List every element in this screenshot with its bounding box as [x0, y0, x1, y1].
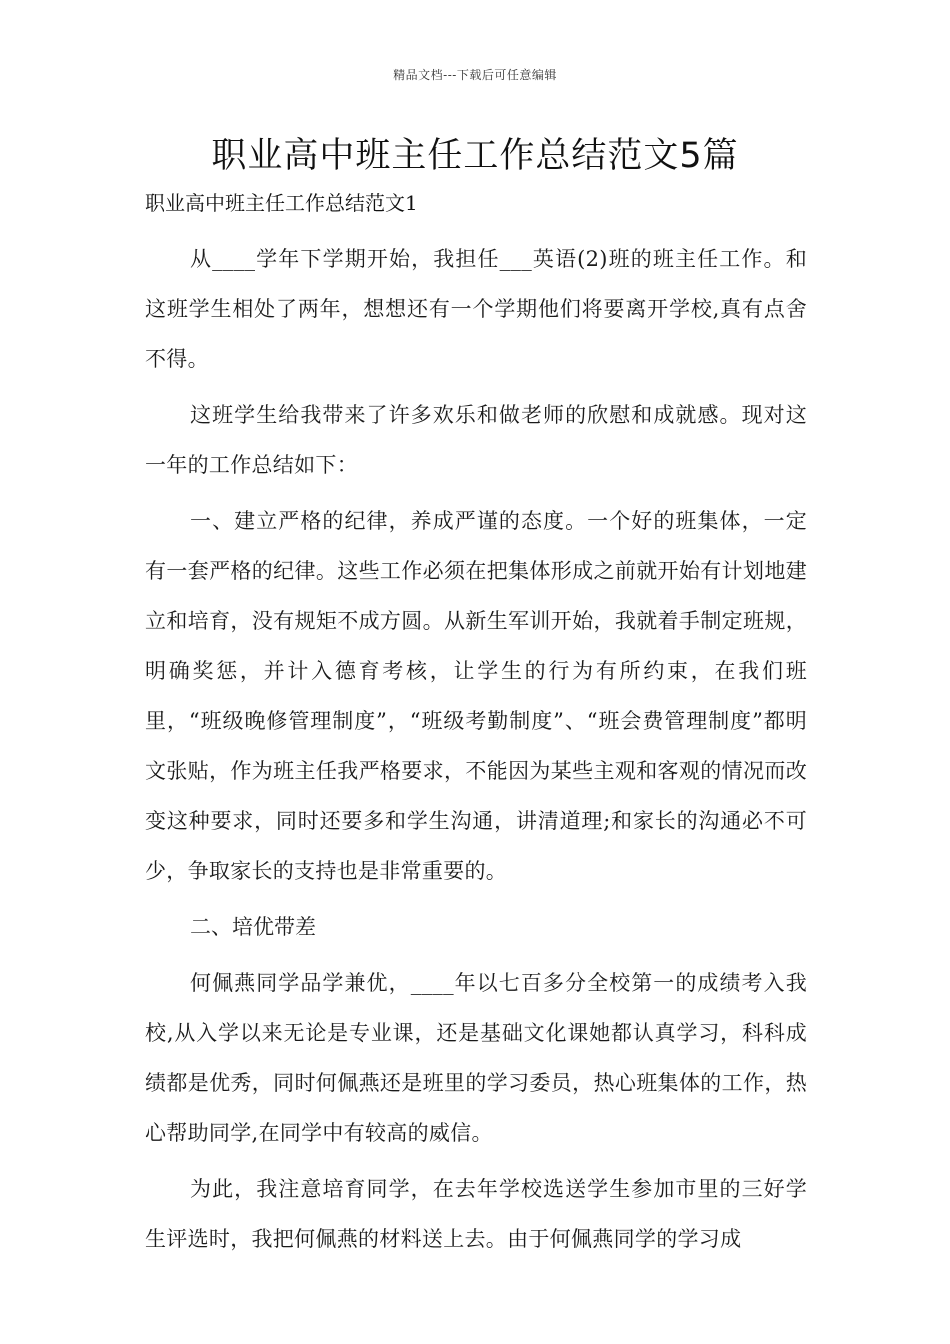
section-heading: 二、培优带差 [190, 915, 316, 939]
paragraph: 从____学年下学期开始，我担任___英语(2)班的班主任工作。和这班学生相处了两年，想想还有一个学期他们将要离开学校,真有点舍不得。 [145, 247, 807, 371]
header-note: 精品文档---下载后可任意编辑 [393, 68, 557, 82]
paragraph: 何佩燕同学品学兼优，____年以七百多分全校第一的成绩考入我校,从入学以来无论是专业课，还是基础文化课她都认真学习，科科成绩都是优秀，同时何佩燕还是班里的学习委员，热心班集体的工作，热心帮助同学,在同学中有较高的威信。 [145, 971, 807, 1145]
paragraph: 一、建立严格的纪律，养成严谨的态度。一个好的班集体，一定有一套严格的纪律。这些工作必须在把集体形成之前就开始有计划地建立和培育，没有规矩不成方圆。从新生军训开始，我就着手制定班规，明确奖惩，并计入德育考核，让学生的行为有所约束，在我们班里，“班级晚修管理制度”，“班级考勤制度”、“班会费管理制度”都明文张贴，作为班主任我严格要求，不能因为某些主观和客观的情况而改变这种要求，同时还要多和学生沟通，讲清道理;和家长的沟通必不可少，争取家长的支持也是非常重要的。 [145, 509, 807, 883]
paragraph: 为此，我注意培育同学，在去年学校选送学生参加市里的三好学生评选时，我把何佩燕的材料送上去。由于何佩燕同学的学习成 [145, 1177, 807, 1251]
document-title: 职业高中班主任工作总结范文5篇 [211, 136, 739, 176]
document-body [145, 234, 807, 1270]
document-subtitle: 职业高中班主任工作总结范文1 [145, 191, 418, 215]
paragraph: 这班学生给我带来了许多欢乐和做老师的欣慰和成就感。现对这一年的工作总结如下： [145, 403, 807, 477]
